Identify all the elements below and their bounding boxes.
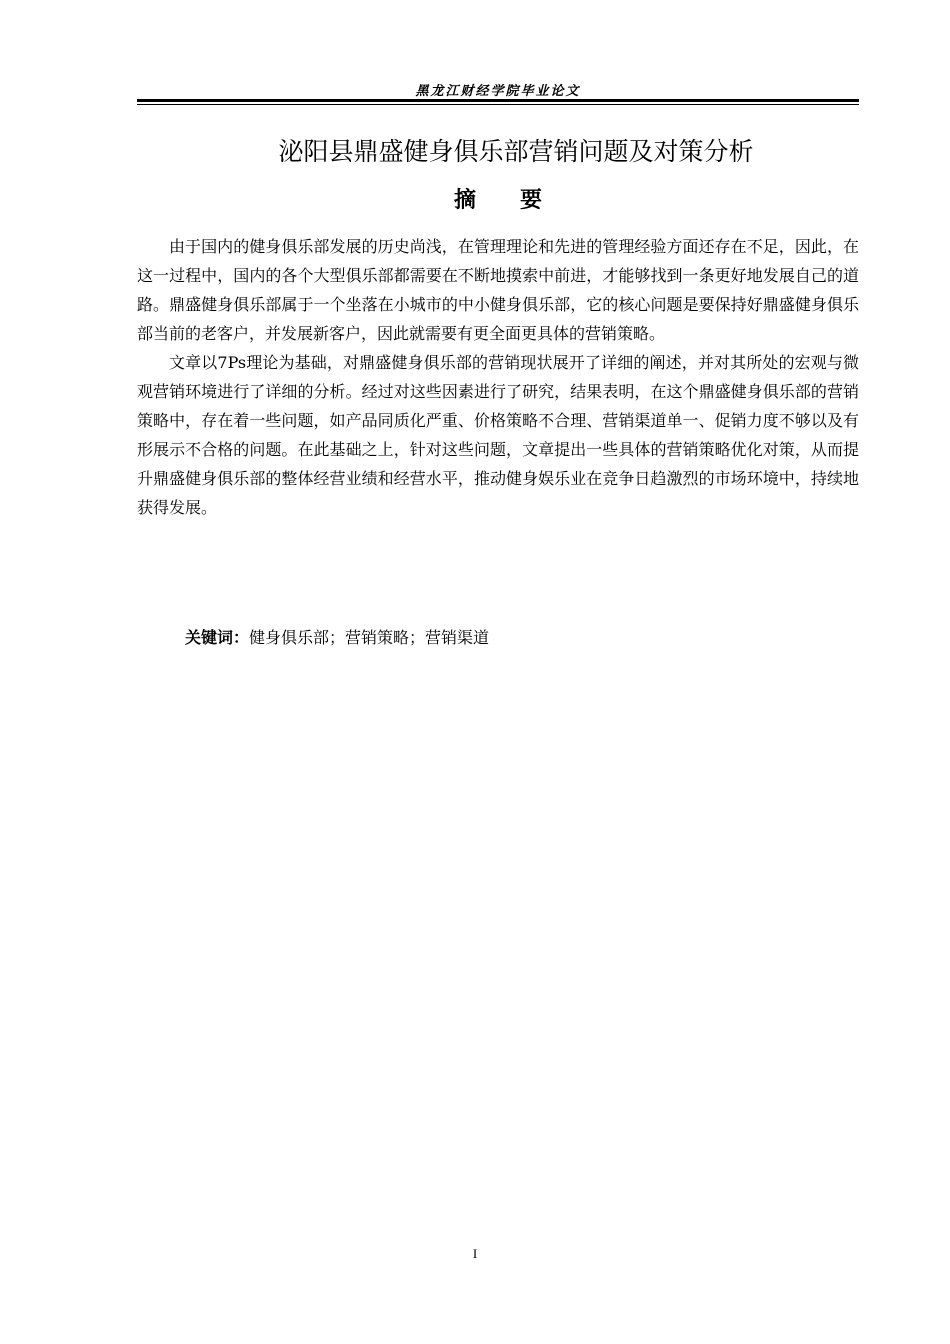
- abstract-paragraph-2: 文章以7Ps理论为基础，对鼎盛健身俱乐部的营销现状展开了详细的阐述，并对其所处的宏观与微观营销环境进行了详细的分析。经过对这些因素进行了研究，结果表明，在这个鼎盛健身俱乐部的营销策略中，存在着一些问题，如产品同质化严重、价格策略不合理、营销渠道单一、促销力度不够以及有形展示不合格的问题。在此基础之上，针对这些问题，文章提出一些具体的营销策略优化对策，从而提升鼎盛健身俱乐部的整体经营业绩和经营水平，推动健身娱乐业在竞争日趋激烈的市场环境中，持续地获得发展。: [137, 353, 859, 517]
- abstract-heading-left: 摘: [453, 188, 476, 213]
- running-header: 黑龙江财经学院毕业论文: [415, 84, 581, 99]
- header-rule-thick: [137, 99, 859, 102]
- abstract-heading-right: 要: [520, 188, 543, 213]
- page-number: I: [472, 1246, 478, 1261]
- keywords-label: 关键词：: [185, 628, 250, 647]
- keywords-text: 健身俱乐部；营销策略；营销渠道: [249, 628, 490, 647]
- abstract-body: [137, 232, 859, 522]
- abstract-paragraph-1: 由于国内的健身俱乐部发展的历史尚浅，在管理理论和先进的管理经验方面还存在不足，因此，在这一过程中，国内的各个大型俱乐部都需要在不断地摸索中前进，才能够找到一条更好地发展自己的道路。鼎盛健身俱乐部属于一个坐落在小城市的中小健身俱乐部，它的核心问题是要保持好鼎盛健身俱乐部当前的老客户，并发展新客户，因此就需要有更全面更具体的营销策略。: [137, 237, 859, 343]
- thesis-title: 泌阳县鼎盛健身俱乐部营销问题及对策分析: [278, 137, 754, 166]
- header-rule-thin: [137, 104, 859, 105]
- abstract-heading: [137, 183, 859, 219]
- keywords-line: [185, 623, 859, 652]
